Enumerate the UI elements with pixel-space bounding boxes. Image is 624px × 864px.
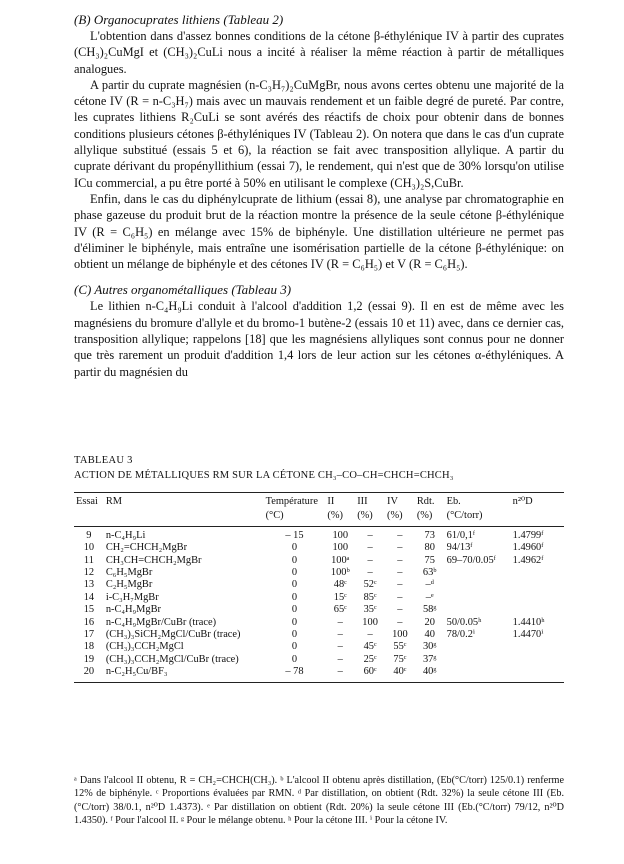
table-cell: C₆H₅MgBr — [105, 567, 153, 579]
table-cell: 40ᵍ — [415, 666, 445, 682]
table-cell: – — [367, 567, 373, 579]
table-cell: 63ᵇ — [422, 567, 437, 579]
table-cell — [445, 567, 511, 579]
table-cell — [511, 579, 564, 591]
table-cell: 55ᶜ — [393, 641, 407, 653]
table-cell: – — [397, 554, 403, 566]
column-subheader: (%) — [415, 509, 445, 526]
table-cell: 52ᶜ — [363, 579, 377, 591]
table-cell: – — [367, 554, 373, 566]
table-cell: – — [397, 567, 403, 579]
table-cell: – — [397, 579, 403, 591]
table-cell: 19 — [83, 653, 95, 665]
table-cell: 0 — [291, 542, 298, 554]
table-body — [74, 526, 564, 682]
table-cell: 11 — [83, 554, 94, 566]
table-cell: 1.4470ⁱ — [512, 629, 544, 641]
table-cell: 15 — [83, 604, 95, 616]
table-cell — [511, 604, 564, 616]
table-cell: – — [325, 666, 355, 682]
section-c-heading: (C) Autres organométalliques (Tableau 3) — [74, 282, 292, 298]
table-cell: 1.4962ᶠ — [512, 554, 544, 566]
table-cell: (CH₃)₃SiCH₂MgCl/CuBr (trace) — [105, 629, 241, 641]
column-header: Température — [264, 493, 326, 510]
table-cell: 30ᵍ — [422, 641, 437, 653]
table-cell: 0 — [291, 629, 298, 641]
table-cell: 75ᶜ — [393, 653, 407, 665]
table-row — [74, 555, 564, 567]
table-cell: 17 — [83, 629, 95, 641]
table-row — [74, 666, 564, 682]
text-body — [74, 12, 564, 380]
table-cell: 1.4960ᶠ — [512, 542, 544, 554]
table-row — [74, 641, 564, 653]
table-cell: 18 — [83, 641, 95, 653]
column-subheader: (°C/torr) — [445, 509, 511, 526]
table-cell: – — [337, 616, 343, 628]
paragraph: Le lithien n-C₄H₉Li conduit à l'alcool d'addition 1,2 (essai 9). Il en est de même avec les magnésiens du bromure d'allyle et du bromo-1 butène-2 (essais 10 et 11) avec, dans ce dernier cas, transposition allylique; rappelons [18] que les magnésiens allyliques sont connus pour ne donner que très rarement un produit d'addition 1,4 lors de leur action sur les cétones α-éthyléniques. A partir du magnésien du — [74, 299, 564, 379]
table-cell: 40ᶜ — [385, 666, 415, 682]
table-cell — [511, 666, 564, 682]
table-cell: 0 — [291, 641, 298, 653]
paragraph: L'obtention dans d'assez bonnes conditions de la cétone β-éthylénique IV à partir des cuprates (CH₃)₂CuMgI et (CH₃)₂CuLi nous a incité à réaliser la même réaction à partir de métalliques analogues. — [74, 29, 564, 76]
table-cell — [445, 592, 511, 604]
table-cell: 78/0.2ⁱ — [446, 629, 475, 641]
table-cell: 15ᶜ — [333, 591, 347, 603]
table-cell: (CH₃)₃CCH₂MgCl — [105, 641, 184, 653]
table-cell: (CH₃)₃CCH₂MgCl/CuBr (trace) — [105, 653, 239, 665]
table-cell: n-C₂H₅Cu/BF₃ — [104, 666, 264, 682]
table-cell: 61/0,1ᶠ — [446, 529, 476, 541]
table-row — [74, 542, 564, 554]
table-cell: 14 — [83, 591, 95, 603]
table-cell — [445, 654, 511, 666]
table-label: TABLEAU 3 — [74, 455, 133, 466]
table-row — [74, 567, 564, 579]
paragraph: Enfin, dans le cas du diphénylcuprate de lithium (essai 8), une analyse par chromatographie en phase gazeuse du produit brut de la réaction montre la présence de la seule cétone β-éthylénique IV (R = C₆H₅) en mélange avec 15% de biphényle. Une distillation ultérieure ne permet pas d'éliminer le biphényle, mais entraîne une isomérisation partielle de la cétone β-éthylénique: on obtient un mélange de biphényle et des cétones IV (R = C₆H₅) et V (R = C₆H₅). — [74, 191, 564, 272]
table-cell: 16 — [83, 616, 95, 628]
table-cell: 94/13ᶠ — [446, 542, 473, 554]
table-cell: – 78 — [264, 666, 326, 682]
results-table — [74, 492, 564, 683]
column-subheader — [511, 509, 564, 526]
table-footnote: ᵃ Dans l'alcool II obtenu, R = CH₂=CHCH(CH₃). ᵇ L'alcool II obtenu après distillation, (Eb(°C/torr) 125/0.1) renferme 12% de biphényle. ᶜ Proportions évaluées par RMN. ᵈ Par distillation, on obtient (Rdt. 32%) la seule cétone III (Eb.(°C/torr) 38/0.1, n²⁰D 1.4373). ᵉ Par distillation on obtient (Rdt. 20%) la seule cétone III (Eb.(°C/torr) 79/12, n²⁰D 1.4350). ᶠ Pour l'alcool II. ᵍ Pour le mélange obtenu. ʰ Pour la cétone III. ⁱ Pour la cétone IV. — [74, 775, 564, 827]
table-cell: – — [337, 641, 343, 653]
table-cell: – — [397, 529, 403, 541]
table-caption — [74, 455, 564, 481]
table-cell: – — [397, 616, 403, 628]
table-cell: 100 — [332, 529, 349, 541]
table-cell — [511, 592, 564, 604]
table-cell: 20 — [424, 616, 435, 628]
table-cell: CH₂=CHCH₂MgBr — [105, 542, 188, 554]
table-cell: 69–70/0.05ᶠ — [446, 554, 496, 566]
table-cell: 20 — [74, 666, 104, 682]
table-cell: 25ᶜ — [363, 653, 377, 665]
table-cell: 0 — [291, 579, 298, 591]
table-cell: 75 — [424, 554, 435, 566]
table-cell: – — [367, 542, 373, 554]
table-cell: 37ᵍ — [422, 653, 437, 665]
table-cell — [445, 579, 511, 591]
column-header: n²⁰D — [511, 493, 564, 510]
table-cell — [445, 641, 511, 653]
table-cell: –ᵈ — [425, 579, 434, 591]
table-row — [74, 592, 564, 604]
column-header: Essai — [74, 493, 104, 510]
table-cell: – — [337, 653, 343, 665]
column-subheader: (°C) — [264, 509, 326, 526]
table-cell: 48ᶜ — [333, 579, 347, 591]
table-cell — [511, 641, 564, 653]
table-row — [74, 579, 564, 591]
column-header: III — [355, 493, 385, 510]
table-cell: – — [397, 604, 403, 616]
column-header: Eb. — [445, 493, 511, 510]
table-cell: 100ᵇ — [330, 567, 350, 579]
table-cell: 85ᶜ — [363, 591, 377, 603]
table-header-row — [74, 493, 564, 510]
table-row — [74, 654, 564, 666]
table-cell: 50/0.05ʰ — [446, 616, 482, 628]
table-cell: – — [337, 629, 343, 641]
table-cell: 58ᵍ — [422, 604, 437, 616]
table-cell: 35ᶜ — [363, 604, 377, 616]
table-cell: 100 — [332, 542, 349, 554]
table-cell: n-C₄H₉Li — [105, 529, 146, 541]
table-cell: 65ᶜ — [333, 604, 347, 616]
table-cell: – — [367, 529, 373, 541]
table-cell: 0 — [291, 567, 298, 579]
table-cell: n-C₄H₉MgBr/CuBr (trace) — [105, 616, 217, 628]
table-cell: 100 — [362, 616, 378, 628]
table-cell: – — [397, 542, 403, 554]
table-cell: 1.4799ᶠ — [512, 529, 544, 541]
table-cell — [511, 654, 564, 666]
table-cell: 12 — [83, 567, 95, 579]
column-subheader — [104, 509, 264, 526]
table-cell: 100ᵃ — [331, 554, 350, 566]
column-header: II — [325, 493, 355, 510]
table-subheader-row — [74, 509, 564, 526]
table-cell: 45ᶜ — [363, 641, 377, 653]
paragraph: A partir du cuprate magnésien (n-C₃H₇)₂CuMgBr, nous avons certes obtenu une majorité de la cétone IV (R = n-C₃H₇) mais avec un mauvais rendement et un faible degré de pureté. Par contre, les cuprates lithiens R₂CuLi se sont avérés des réactifs de choix pour obtenir dans de bonnes conditions plusieurs cétones β-éthyléniques IV (Tableau 2). On notera que dans le cas d'un cuprate allylique substitué (essais 5 et 6), la réaction se fait avec transposition allylique. A partir du cuprate dérivant du propényllithium (essai 7), le rendement, qui n'est que de 30% lorsqu'on utilise ICu commercial, a pu être porté à 50% en utilisant le complexe (CH₃)₂S,CuBr. — [74, 77, 564, 190]
table-cell: 80 — [424, 542, 435, 554]
column-subheader: (%) — [385, 509, 415, 526]
table-cell: 100 — [392, 629, 408, 641]
column-header: IV — [385, 493, 415, 510]
table-cell: C₂H₅MgBr — [105, 579, 153, 591]
table-cell: 0 — [291, 653, 298, 665]
table-cell: CH₃CH=CHCH₂MgBr — [105, 554, 202, 566]
table-cell: 0 — [291, 554, 298, 566]
table-row — [74, 617, 564, 629]
table-cell: 0 — [291, 591, 298, 603]
column-subheader — [74, 509, 104, 526]
table-cell: 0 — [291, 616, 298, 628]
table-row — [74, 526, 564, 542]
table-cell: n-C₄H₉MgBr — [105, 604, 161, 616]
table-row — [74, 629, 564, 641]
table-cell: 0 — [291, 604, 298, 616]
table-cell: 13 — [83, 579, 95, 591]
column-header: RM — [104, 493, 264, 510]
column-header: Rdt. — [415, 493, 445, 510]
table-cell: – — [367, 629, 373, 641]
table-cell: i-C₃H₇MgBr — [105, 591, 159, 603]
table-cell: –ᵉ — [425, 591, 434, 603]
table-cell: – 15 — [285, 529, 304, 541]
table-cell: 10 — [83, 542, 95, 554]
table-row — [74, 604, 564, 616]
column-subheader: (%) — [355, 509, 385, 526]
table-cell: 60ᶜ — [355, 666, 385, 682]
table-cell: 1.4410ʰ — [512, 616, 545, 628]
table-cell: 73 — [424, 529, 435, 541]
table-cell: 9 — [86, 529, 92, 541]
column-subheader: (%) — [325, 509, 355, 526]
table-cell — [445, 666, 511, 682]
table-cell: – — [397, 591, 403, 603]
section-b-heading: (B) Organocuprates lithiens (Tableau 2) — [74, 12, 284, 27]
table-cell — [445, 604, 511, 616]
table-title: ACTION DE MÉTALLIQUES RM SUR LA CÉTONE CH₃–CO–CH=CHCH=CHCH₃ — [74, 470, 454, 481]
table-cell: 40 — [424, 629, 435, 641]
table-cell — [511, 567, 564, 579]
